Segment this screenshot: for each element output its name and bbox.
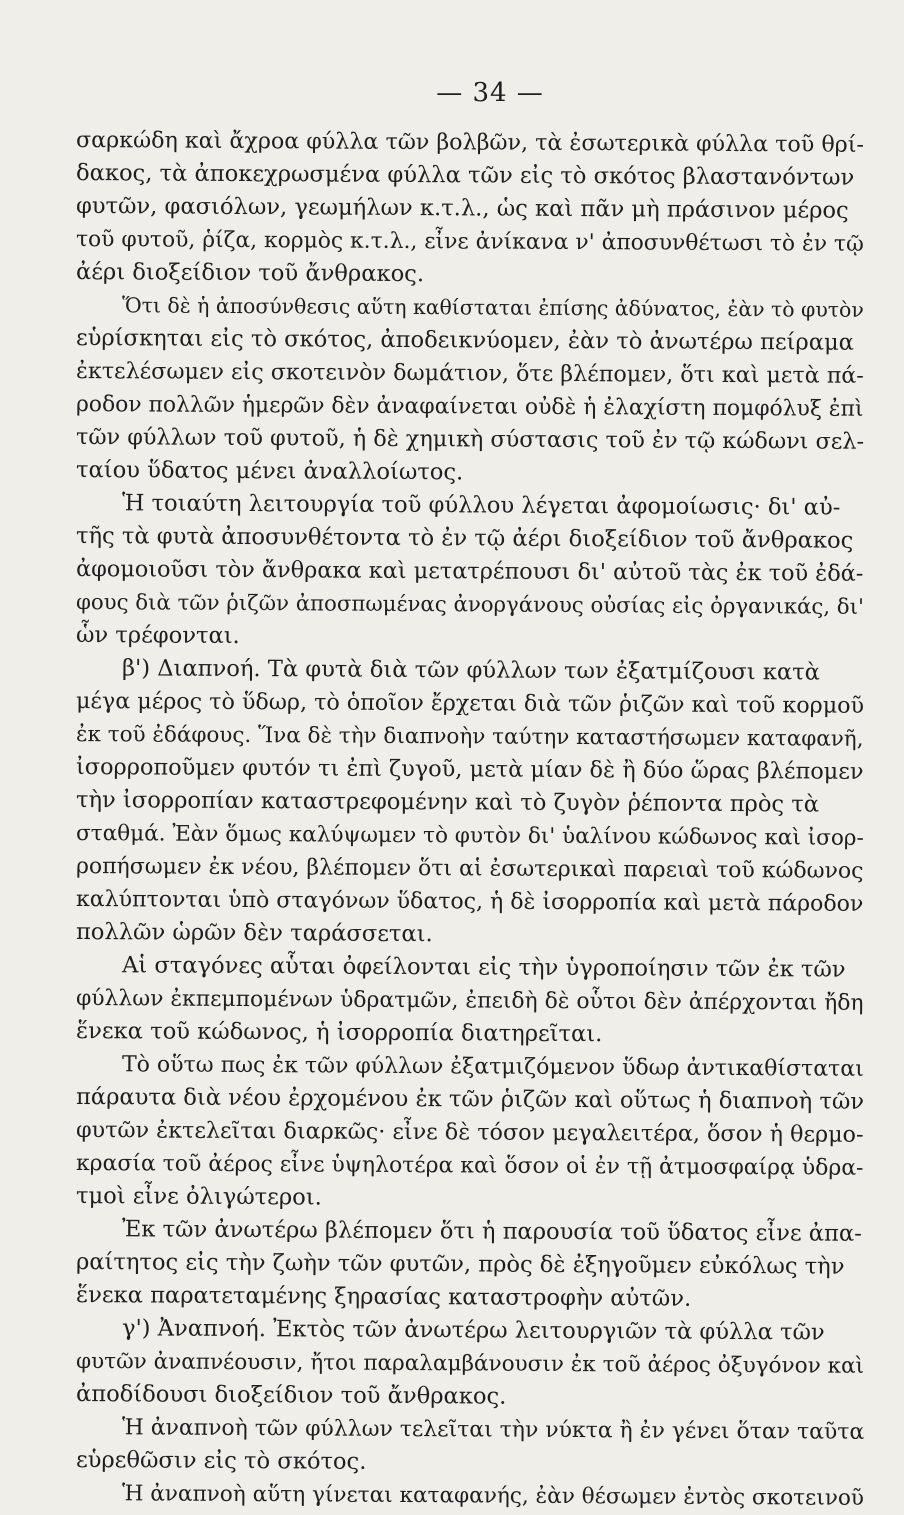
text-line: σαρκώδη καὶ ἄχροα φύλλα τῶν βολβῶν, τὰ ἐσωτερικὰ φύλλα τοῦ θρί-: [75, 127, 865, 158]
text-line: ἰσορροποῦμεν φυτόν τι ἐπὶ ζυγοῦ, μετὰ μίαν δὲ ἢ δύο ὥρας βλέπομεν: [75, 754, 864, 785]
text-line: πολλῶν ὡρῶν δὲν ταράσσεται.: [75, 919, 433, 948]
text-line: φυτῶν ἐκτελεῖται διαρκῶς· εἶνε δὲ τόσον μεγαλειτέρα, ὅσον ἡ θερμο-: [75, 1117, 864, 1148]
text-line: Τὸ οὕτω πως ἐκ τῶν φύλλων ἐξατμιζόμενον ὕδωρ ἀντικαθίσταται: [121, 1052, 864, 1082]
text-line: ροδον πολλῶν ἡμερῶν δὲν ἀναφαίνεται οὐδὲ ἡ ἐλαχίστη πομφόλυξ ἐπὶ: [75, 392, 864, 422]
text-line: εὑρεθῶσιν εἰς τὸ σκότος.: [75, 1447, 367, 1475]
text-line: ἐκ τοῦ ἐδάφους. Ἵνα δὲ τὴν διαπνοὴν ταύτην καταστήσωμεν καταφανῆ,: [75, 722, 864, 752]
text-body: [76, 124, 864, 1510]
text-line: Ὅτι δὲ ἡ ἀποσύνθεσις αὕτη καθίσταται ἐπίσης ἀδύνατος, ἐὰν τὸ φυτὸν: [121, 293, 864, 322]
text-line: ἀποδίδουσι διοξείδιον τοῦ ἄνθρακος.: [75, 1381, 507, 1410]
page-number: — 34 —: [436, 78, 544, 108]
text-line: β') Διαπνοή. Τὰ φυτὰ διὰ τῶν φύλλων των ἐξατμίζουσι κατὰ: [121, 655, 821, 686]
text-line: φυτῶν, φασιόλων, γεωμήλων κ.τ.λ., ὡς καὶ πᾶν μὴ πράσινον μέρος: [75, 193, 849, 224]
text-line: φους διὰ τῶν ῥιζῶν ἀποσπωμένας ἀνοργάνους οὐσίας εἰς ὀργανικάς, δι': [75, 590, 864, 620]
text-line: εὑρίσκηται εἰς τὸ σκότος, ἀποδεικνύομεν, ἐὰν τὸ ἀνωτέρω πείραμα: [75, 325, 855, 356]
text-line: τῶν φύλλων τοῦ φυτοῦ, ἡ δὲ χημικὴ σύστασις τοῦ ἐν τῷ κώδωνι σελ-: [75, 424, 865, 455]
text-line: ἀφομοιοῦσι τὸν ἄνθρακα καὶ μετατρέπουσι δι' αὐτοῦ τὰς ἐκ τοῦ ἐδά-: [75, 556, 864, 587]
text-line: γ') Ἀναπνοή. Ἐκτὸς τῶν ἀνωτέρω λειτουργιῶν τὰ φύλλα τῶν: [121, 1315, 825, 1346]
text-line: ὧν τρέφονται.: [75, 622, 240, 650]
text-line: Ἡ τοιαύτη λειτουργία τοῦ φύλλου λέγεται ἀφομοίωσις· δι' αὐ-: [121, 490, 841, 521]
text-line: ἐκτελέσωμεν εἰς σκοτεινὸν δωμάτιον, ὅτε βλέπομεν, ὅτι καὶ μετὰ πά-: [75, 358, 864, 389]
text-line: Αἱ σταγόνες αὗται ὀφείλονται εἰς τὴν ὑγροποίησιν τῶν ἐκ τῶν: [121, 952, 846, 983]
text-line: τὴν ἰσορροπίαν καταστρεφομένην καὶ τὸ ζυγὸν ῥέποντα πρὸς τὰ: [75, 787, 820, 818]
text-line: Ἡ ἀναπνοὴ αὕτη γίνεται καταφανής, ἐὰν θέσωμεν ἐντὸς σκοτεινοῦ: [121, 1481, 865, 1511]
text-line: τοῦ φυτοῦ, ῥίζα, κορμὸς κ.τ.λ., εἶνε ἀνίκανα ν' ἀποσυνθέτωσι τὸ ἐν τῷ: [75, 227, 864, 257]
text-line: φυτῶν ἀναπνέουσιν, ἤτοι παραλαμβάνουσιν ἐκ τοῦ ἀέρος ὀξυγόνον καὶ: [75, 1349, 865, 1379]
text-line: τῆς τὰ φυτὰ ἀποσυνθέτοντα τὸ ἐν τῷ ἀέρι διοξείδιον τοῦ ἄνθρακος: [75, 523, 854, 554]
text-line: ραίτητος εἰς τὴν ζωὴν τῶν φυτῶν, πρὸς δὲ ἐξηγοῦμεν εὐκόλως τὴν: [75, 1249, 845, 1280]
text-line: Ἐκ τῶν ἀνωτέρω βλέπομεν ὅτι ἡ παρουσία τοῦ ὕδατος εἶνε ἀπα-: [121, 1216, 862, 1247]
text-line: ταίου ὕδατος μένει ἀναλλοίωτος.: [75, 457, 464, 486]
text-line: ροπήσωμεν ἐκ νέου, βλέπομεν ὅτι αἱ ἐσωτερικαὶ παρειαὶ τοῦ κώδωνος: [75, 854, 864, 884]
text-line: φύλλων ἐκπεμπομένων ὑδρατμῶν, ἐπειδὴ δὲ οὗτοι δὲν ἀπέρχονται ἤδη: [75, 986, 864, 1016]
text-line: τμοὶ εἶνε ὀλιγώτεροι.: [75, 1183, 322, 1211]
text-line: καλύπτονται ὑπὸ σταγόνων ὕδατος, ἡ δὲ ἰσορροπία καὶ μετὰ πάροδον: [75, 887, 864, 917]
text-line: Ἡ ἀναπνοὴ τῶν φύλλων τελεῖται τὴν νύκτα ἢ ἐν γένει ὅταν ταῦτα: [121, 1415, 865, 1445]
text-line: ἕνεκα παρατεταμένης ξηρασίας καταστροφὴν αὐτῶν.: [75, 1282, 692, 1312]
text-line: δακος, τὰ ἀποκεχρωσμένα φύλλα τῶν εἰς τὸ σκότος βλαστανόντων: [75, 160, 855, 191]
text-line: πάραυτα διὰ νέου ἐρχομένου ἐκ τῶν ῥιζῶν καὶ οὕτως ἡ διαπνοὴ τῶν: [75, 1084, 865, 1115]
text-line: μέγα μέρος τὸ ὕδωρ, τὸ ὁποῖον ἔρχεται διὰ τῶν ῥιζῶν καὶ τοῦ κορμοῦ: [75, 688, 865, 719]
text-line: σταθμά. Ἐὰν ὅμως καλύψωμεν τὸ φυτὸν δι' ὑαλίνου κώδωνος καὶ ἰσορ-: [75, 821, 864, 851]
text-line: κρασία τοῦ ἀέρος εἶνε ὑψηλοτέρα καὶ ὅσον οἱ ἐν τῇ ἀτμοσφαίρᾳ ὑδρα-: [75, 1151, 864, 1181]
text-line: ἕνεκα τοῦ κώδωνος, ἡ ἰσορροπία διατηρεῖται.: [75, 1018, 603, 1048]
text-line: ἀέρι διοξείδιον τοῦ ἄνθρακος.: [75, 259, 425, 288]
